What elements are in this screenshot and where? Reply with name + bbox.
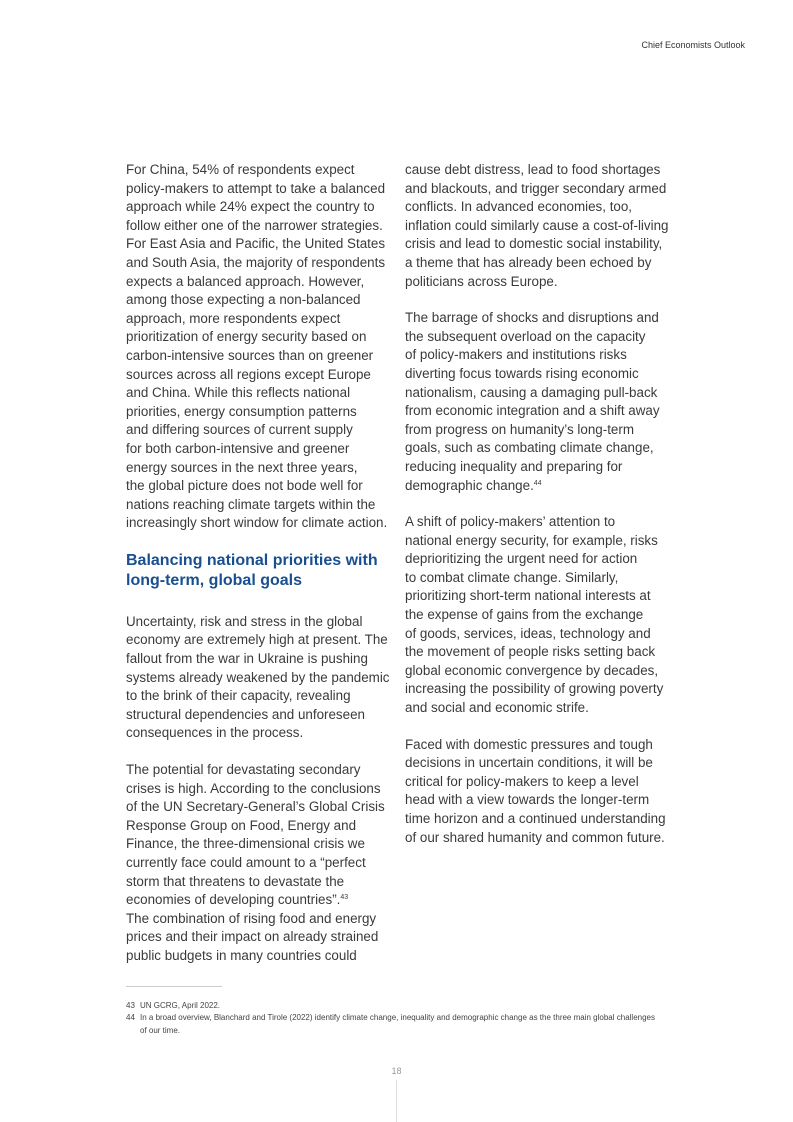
text-line: storm that threatens to devastate the <box>126 873 345 889</box>
text-line: economy are extremely high at present. The <box>126 632 388 648</box>
text-line: decisions in uncertain conditions, it will be <box>405 755 653 771</box>
text-line: global economic convergence by decades, <box>405 662 659 678</box>
paragraph <box>405 513 671 718</box>
text-line: Response Group on Food, Energy and <box>126 817 357 833</box>
text-line: to the brink of their capacity, revealing <box>126 688 351 704</box>
text-line: economies of developing countries”.$^{43}$ <box>126 892 349 908</box>
paragraph <box>126 613 392 743</box>
text-line: follow either one of the narrower strategies. <box>126 217 383 233</box>
page-divider-line <box>396 1080 397 1122</box>
text-line: of our shared humanity and common future. <box>405 829 665 845</box>
text-line: time horizon and a continued understanding <box>405 811 666 826</box>
text-line: inflation could similarly cause a cost-of-living <box>405 217 669 233</box>
text-line: approach while 24% expect the country to <box>126 199 375 215</box>
footnotes <box>126 1000 660 1037</box>
footnote-reference[interactable]: 44 <box>533 479 542 487</box>
text-line: for both carbon-intensive and greener <box>126 440 350 456</box>
text-line: priorities, energy consumption patterns <box>126 403 357 419</box>
text-line: the movement of people risks setting back <box>405 644 656 660</box>
text-line: increasingly short window for climate action. <box>126 515 388 531</box>
text-line: among those expecting a non-balanced <box>126 292 361 308</box>
text-line: demographic change.$^{44}$ <box>405 477 542 493</box>
left-paragraphs-before <box>126 161 392 533</box>
text-line: expects a balanced approach. However, <box>126 273 365 289</box>
text-line: prioritization of energy security based on <box>126 329 367 345</box>
section-heading: Balancing national priorities with long-term, global goals <box>126 551 378 589</box>
text-line: fallout from the war in Ukraine is pushing <box>126 651 368 667</box>
text-line: from economic integration and a shift away <box>405 403 660 419</box>
text-line: Faced with domestic pressures and tough <box>405 736 653 752</box>
text-line: carbon-intensive sources than on greener <box>126 347 374 363</box>
left-paragraphs-after <box>126 613 392 966</box>
text-line: and social and economic strife. <box>405 700 589 716</box>
text-line: of the UN Secretary-General’s Global Crisis <box>126 799 385 815</box>
paragraph <box>126 161 392 533</box>
text-line: deprioritizing the urgent need for action <box>405 551 638 567</box>
text-line: and differing sources of current supply <box>126 422 353 438</box>
text-line: currently face could amount to a “perfect <box>126 855 366 870</box>
text-line: Uncertainty, risk and stress in the global <box>126 613 363 629</box>
text-line: diverting focus towards rising economic <box>405 365 639 381</box>
text-line: crisis and lead to domestic social instability, <box>405 236 663 252</box>
footnote <box>126 1012 660 1037</box>
text-line: A shift of policy-makers’ attention to <box>405 514 616 530</box>
text-line: the expense of gains from the exchange <box>405 607 644 623</box>
text-line: national energy security, for example, risks <box>405 532 658 548</box>
text-line: The potential for devastating secondary <box>126 762 361 778</box>
text-line: For East Asia and Pacific, the United States <box>126 236 386 252</box>
text-line: increasing the possibility of growing poverty <box>405 681 664 697</box>
text-line: nationalism, causing a damaging pull-back <box>405 384 658 400</box>
text-line: and China. While this reflects national <box>126 385 351 401</box>
text-line: head with a view towards the longer-term <box>405 792 650 808</box>
page-number: 18 <box>391 1066 402 1076</box>
text-line: structural dependencies and unforeseen <box>126 706 365 722</box>
text-line: cause debt distress, lead to food shortages <box>405 162 661 177</box>
left-column <box>126 161 392 984</box>
footnote-text: UN GCRG, April 2022. <box>140 1001 221 1010</box>
text-line: nations reaching climate targets within the <box>126 496 376 512</box>
text-line: crises is high. According to the conclusions <box>126 780 381 796</box>
text-line: systems already weakened by the pandemic <box>126 669 390 685</box>
text-line: energy sources in the next three years, <box>126 459 358 475</box>
text-line: to combat climate change. Similarly, <box>405 569 619 585</box>
text-line: Finance, the three-dimensional crisis we <box>126 836 365 852</box>
text-line: The barrage of shocks and disruptions and <box>405 310 659 326</box>
text-line: For China, 54% of respondents expect <box>126 162 355 177</box>
text-line: a theme that has already been echoed by <box>405 254 652 270</box>
footnote <box>126 1000 660 1012</box>
text-line: the subsequent overload on the capacity <box>405 328 646 344</box>
text-line: prioritizing short-term national interests at <box>405 588 651 604</box>
paragraph <box>126 761 392 966</box>
text-line: consequences in the process. <box>126 725 304 741</box>
footnote-divider <box>126 986 222 987</box>
footnote-text: In a broad overview, Blanchard and Tirole (2022) identify climate change, inequality and demographic change as the three main global challenges of our time. <box>140 1013 655 1035</box>
running-header: Chief Economists Outlook <box>641 40 745 50</box>
paragraph <box>405 309 671 495</box>
right-paragraphs <box>405 161 671 847</box>
text-line: and South Asia, the majority of respondents <box>126 254 386 270</box>
text-line: and blackouts, and trigger secondary armed <box>405 180 667 196</box>
text-line: conflicts. In advanced economies, too, <box>405 199 633 215</box>
text-line: the global picture does not bode well for <box>126 478 363 494</box>
text-line: public budgets in many countries could <box>126 947 357 963</box>
right-column <box>405 161 671 865</box>
paragraph <box>405 736 671 848</box>
text-line: The combination of rising food and energy <box>126 910 377 926</box>
text-line: from progress on humanity’s long-term <box>405 421 634 437</box>
text-line: approach, more respondents expect <box>126 310 341 326</box>
text-line: politicians across Europe. <box>405 273 558 289</box>
text-line: critical for policy-makers to keep a level <box>405 773 639 789</box>
text-line: goals, such as combating climate change, <box>405 440 654 456</box>
text-line: policy-makers to attempt to take a balanced <box>126 180 386 196</box>
footnote-number: 44 <box>126 1013 135 1023</box>
footnote-reference[interactable]: 43 <box>340 894 349 902</box>
text-line: sources across all regions except Europe <box>126 366 371 382</box>
text-line: of goods, services, ideas, technology and <box>405 625 651 641</box>
text-line: reducing inequality and preparing for <box>405 458 623 474</box>
footnote-number: 43 <box>126 1001 135 1010</box>
text-line: prices and their impact on already strained <box>126 929 379 945</box>
paragraph <box>405 161 671 291</box>
text-line: of policy-makers and institutions risks <box>405 347 627 363</box>
